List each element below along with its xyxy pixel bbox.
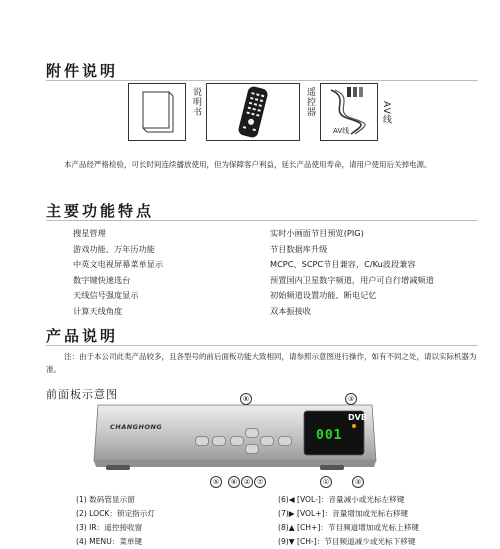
divider [46,345,478,346]
legend-item: (8)▲ [CH+]：节目频道增加或光标上移键 [278,523,420,532]
cable-tag: AV线 [333,127,350,135]
led-display: 001 [316,428,343,443]
section-title-product: 产品说明 [46,327,119,345]
feature-item: MCPC、SCPC节目兼容，C/Ku波段兼容 [270,259,416,269]
marker-6: ⑥ [228,476,240,488]
dvb-logo: DVB [348,413,367,422]
legend-item: (4) MENU：菜单键 [76,537,143,546]
feature-item: 初始频道设置功能、断电记忆 [270,290,377,300]
feature-item: 数字键快速选台 [73,274,131,285]
feature-item: 预置国内卫星数字频道，用户可自行增减频道 [270,274,434,285]
brand-logo: CHANGHONG [110,423,163,431]
manual-frame [128,83,186,141]
marker-3-top: ③ [345,393,357,405]
feature-item: 游戏功能、万年历功能 [73,243,155,254]
features-left-list [73,226,163,319]
vol-down-button[interactable] [230,436,244,446]
marker-3: ③ [352,476,364,488]
divider [46,220,478,221]
feature-item: 节目数据库升级 [270,243,328,254]
remote-control-icon [207,84,299,140]
ok-button[interactable] [212,436,226,446]
cable-label: AV线 [381,101,391,125]
marker-5: ⑤ [210,476,222,488]
legend-right [278,493,419,549]
ch-up-button[interactable] [245,428,259,438]
feature-item: 搜星管理 [73,228,106,238]
front-panel-diagram [90,393,380,488]
feature-item: 实时小画面节目预览(PIG) [270,228,364,238]
marker-2: ② [241,476,253,488]
manual-label: 说明书 [191,87,201,117]
legend-item: (2) LOCK：锁定指示灯 [76,509,155,518]
vol-up-button[interactable] [260,436,274,446]
section-title-features: 主要功能特点 [46,202,155,220]
divider [46,80,478,81]
menu-button[interactable] [195,436,209,446]
remote-frame [206,83,300,141]
feature-item: 计算天线角度 [73,305,123,316]
legend-item: (9)▼ [CH-]：节目频道减少或光标下移键 [278,537,416,546]
legend-left [76,493,155,549]
feature-item: 双本振接收 [270,305,311,316]
ch-down-button[interactable] [245,444,259,454]
power-button[interactable] [278,436,292,446]
legend-item: (1) 数码管显示窗 [76,495,135,504]
panel-subtitle: 前面板示意图 [46,388,118,401]
marker-7: ⑦ [254,476,266,488]
cable-frame [320,83,378,141]
manual-book-icon [129,84,185,140]
features-right-list [270,226,434,319]
marker-8: ⑧ [240,393,252,405]
legend-item: (6)◀ [VOL-]：音量减小或光标左移键 [278,495,405,504]
remote-label: 遥控器 [305,87,315,117]
legend-item: (3) IR：遥控接收窗 [76,523,143,532]
feature-item: 中英文电视屏幕菜单显示 [73,259,164,269]
section-title-accessories: 附件说明 [46,62,119,80]
accessories-illustration [128,83,390,141]
lock-led [352,424,356,428]
legend-item: (7)▶ [VOL+]：音量增加或光标右移键 [278,509,409,518]
intro-text: 本产品经严格检验，可长时间连续播放使用，但为保障客户利益，延长产品使用寿命，请用户使用后关掉电源。 [64,160,432,169]
product-note: 注：由于本公司此类产品较多，且各型号的前后面板功能大致相同，请参照示意图进行操作，如有不同之处，请以实际机器为准。 [46,352,477,374]
feature-item: 天线信号强度显示 [73,290,139,300]
marker-1: ① [320,476,332,488]
